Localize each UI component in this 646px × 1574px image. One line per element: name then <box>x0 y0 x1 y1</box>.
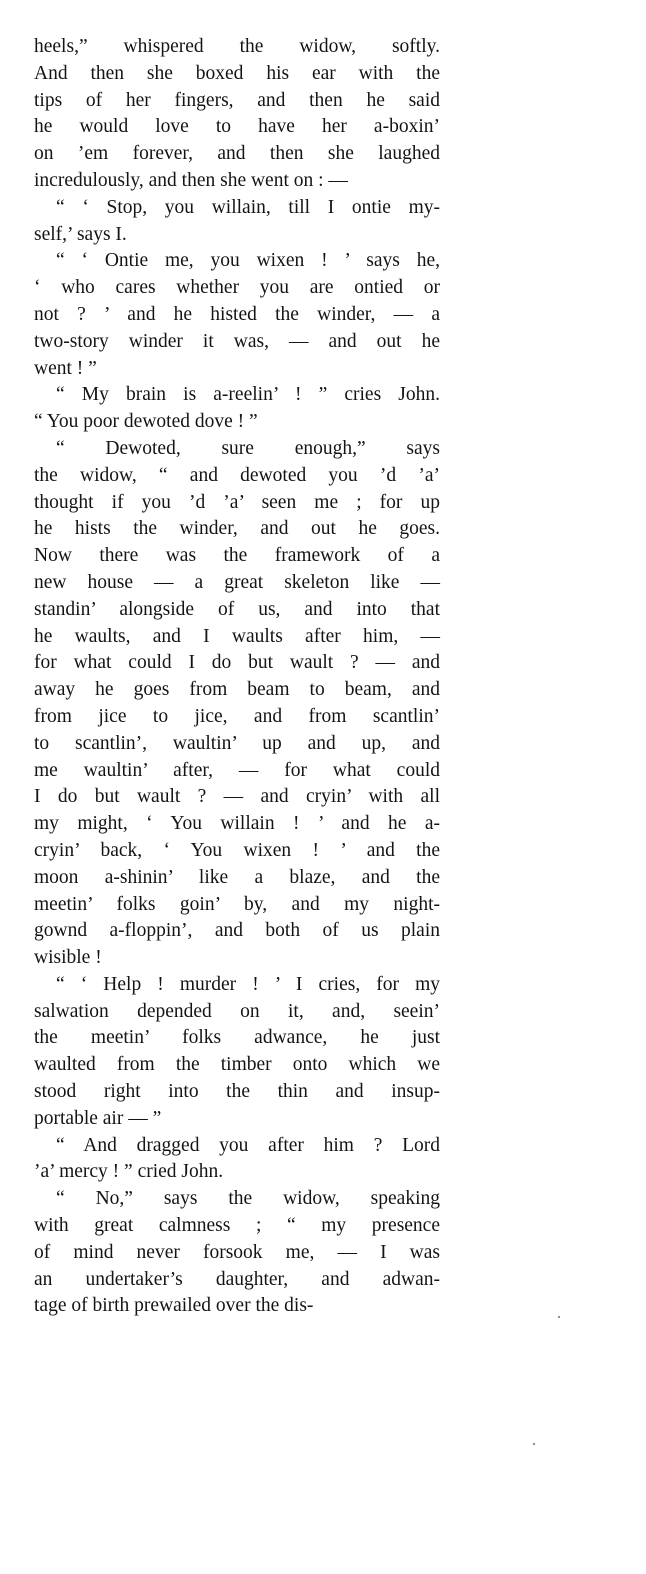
text-line: me waultin’ after, — for what could <box>34 759 440 781</box>
text-line: “ And dragged you after him ? Lord <box>56 1134 440 1156</box>
text-line: “ Dewoted, sure enough,” says <box>56 437 440 459</box>
text-line: stood right into the thin and insup- <box>34 1081 440 1103</box>
text-line: tips of her fingers, and then he said <box>34 89 440 111</box>
paragraph <box>34 972 440 1133</box>
text-line: for what could I do but wault ? — and <box>34 652 440 674</box>
text-line: thought if you ’d ’a’ seen me ; for up <box>34 491 440 513</box>
paragraph <box>34 34 440 195</box>
text-line: Now there was the framework of a <box>34 545 440 567</box>
text-line: from jice to jice, and from scantlin’ <box>34 705 440 727</box>
text-line: tage of birth prewailed over the dis- <box>34 1295 314 1317</box>
text-line: waulted from the timber onto which we <box>34 1054 440 1076</box>
text-line: “ No,” says the widow, speaking <box>56 1188 440 1210</box>
scan-speck <box>533 1443 535 1445</box>
text-line: salwation depended on it, and, seein’ <box>34 1000 440 1022</box>
text-line: an undertaker’s daughter, and adwan- <box>34 1268 440 1290</box>
text-line: away he goes from beam to beam, and <box>34 679 440 701</box>
text-line: heels,” whispered the widow, softly. <box>34 36 440 57</box>
text-line: ’a’ mercy ! ” cried John. <box>34 1161 224 1183</box>
text-line: incredulously, and then she went on : — <box>34 169 348 191</box>
text-line: of mind never forsook me, — I was <box>34 1241 440 1263</box>
text-line: the meetin’ folks adwance, he just <box>34 1027 440 1049</box>
text-line: And then she boxed his ear with the <box>34 62 440 84</box>
text-line: “ You poor dewoted dove ! ” <box>34 411 258 433</box>
text-line: two-story winder it was, — and out he <box>34 330 440 352</box>
text-line: cryin’ back, ‘ You wixen ! ’ and the <box>34 839 440 861</box>
text-line: he hists the winder, and out he goes. <box>34 518 440 540</box>
page-body <box>34 34 440 1320</box>
text-line: moon a-shinin’ like a blaze, and the <box>34 866 440 888</box>
paragraph <box>34 195 440 249</box>
text-line: ‘ who cares whether you are ontied or <box>34 277 440 299</box>
paragraph <box>34 382 440 436</box>
text-line: he waults, and I waults after him, — <box>34 625 440 647</box>
text-line: “ My brain is a-reelin’ ! ” cries John. <box>56 384 440 406</box>
text-line: to scantlin’, waultin’ up and up, and <box>34 732 440 754</box>
paragraph <box>34 1133 440 1187</box>
text-line: with great calmness ; “ my presence <box>34 1215 440 1237</box>
text-line: gownd a-floppin’, and both of us plain <box>34 920 440 942</box>
text-line: went ! ” <box>34 357 97 379</box>
paragraph <box>34 248 440 382</box>
text-line: my might, ‘ You willain ! ’ and he a- <box>34 813 440 835</box>
text-line: on ’em forever, and then she laughed <box>34 143 440 165</box>
text-line: new house — a great skeleton like — <box>34 571 440 593</box>
text-line: “ ‘ Stop, you willain, till I ontie my- <box>56 196 440 218</box>
paragraph <box>34 1186 440 1320</box>
text-line: “ ‘ Help ! murder ! ’ I cries, for my <box>56 973 440 995</box>
text-line: standin’ alongside of us, and into that <box>34 598 440 620</box>
text-line: portable air — ” <box>34 1107 162 1129</box>
text-line: self,’ says I. <box>34 223 127 245</box>
text-line: meetin’ folks goin’ by, and my night- <box>34 893 440 915</box>
text-line: I do but wault ? — and cryin’ with all <box>34 786 440 808</box>
text-line: wisible ! <box>34 947 102 969</box>
paragraph <box>34 436 440 972</box>
text-line: he would love to have her a-boxin’ <box>34 116 440 138</box>
text-line: not ? ’ and he histed the winder, — a <box>34 303 440 325</box>
scan-speck <box>558 1316 560 1318</box>
text-line: the widow, “ and dewoted you ’d ’a’ <box>34 464 440 486</box>
text-line: “ ‘ Ontie me, you wixen ! ’ says he, <box>56 250 440 272</box>
